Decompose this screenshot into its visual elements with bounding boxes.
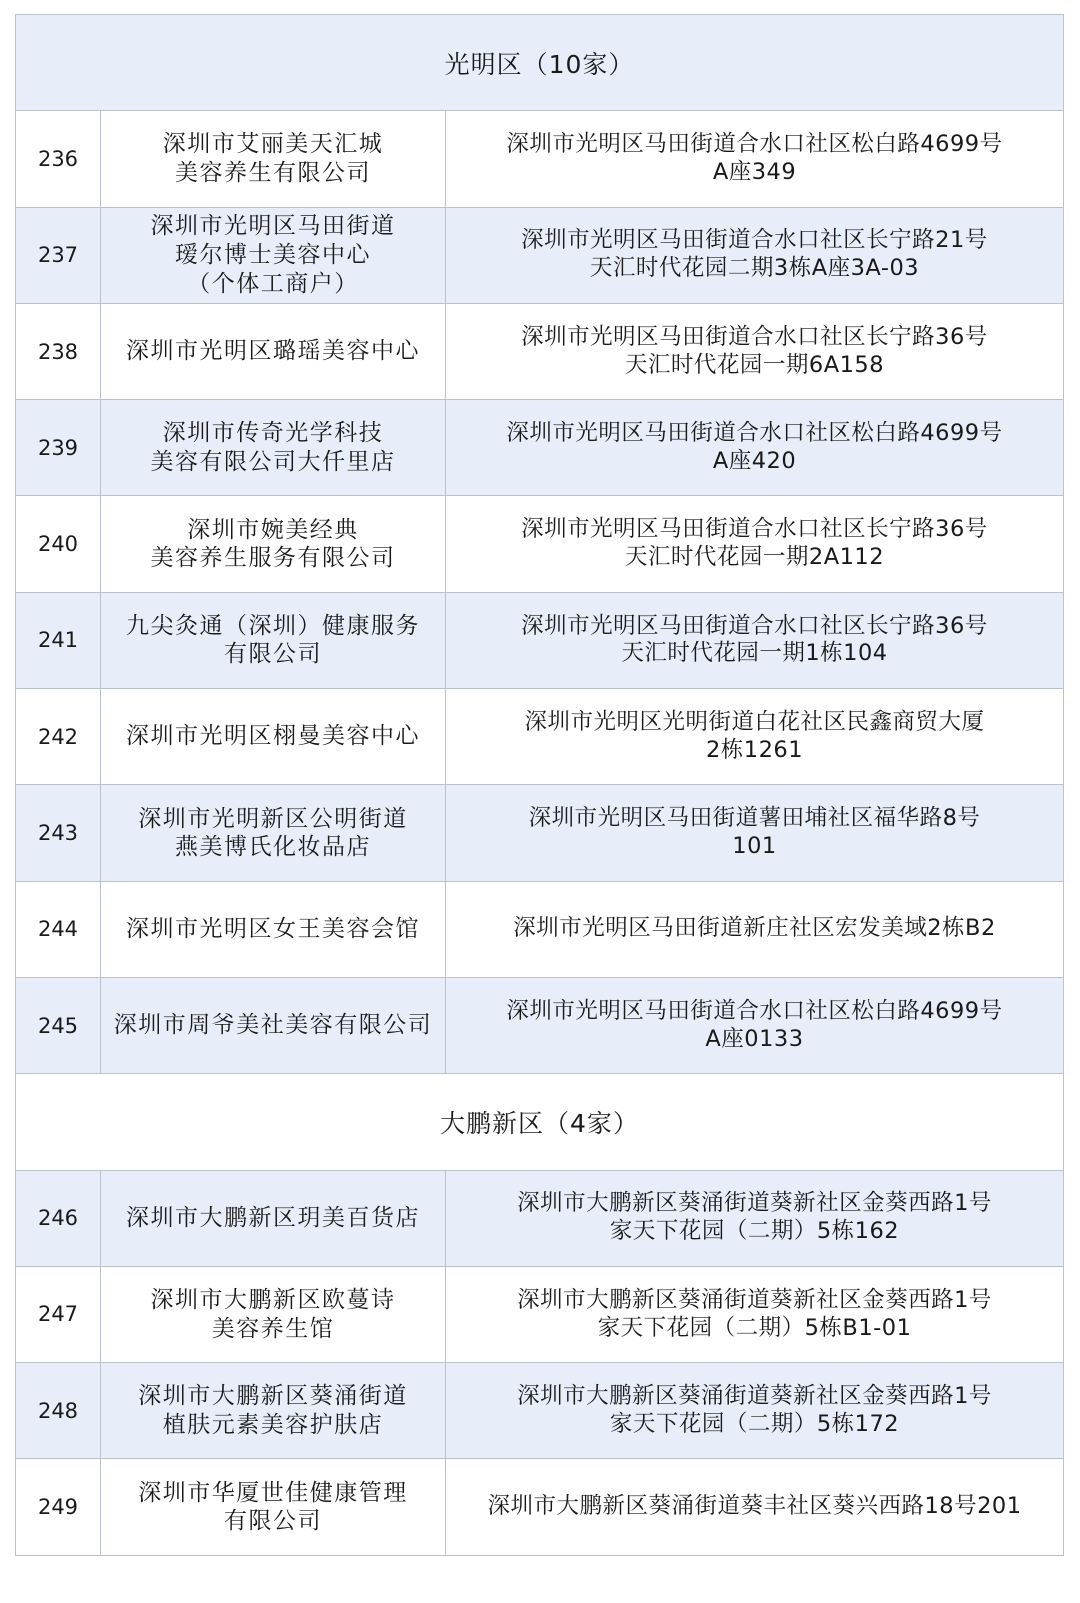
store-name: 深圳市大鹏新区玥美百货店 — [101, 1171, 446, 1266]
store-name: 深圳市艾丽美天汇城 美容养生有限公司 — [101, 111, 446, 206]
store-name: 深圳市光明区璐瑶美容中心 — [101, 304, 446, 399]
row-number: 243 — [16, 785, 101, 880]
row-number: 236 — [16, 111, 101, 206]
store-name: 深圳市周爷美社美容有限公司 — [101, 978, 446, 1073]
row-number: 240 — [16, 496, 101, 591]
store-address: 深圳市光明区马田街道合水口社区长宁路36号 天汇时代花园一期1栋104 — [521, 612, 988, 667]
store-name: 深圳市婉美经典 美容养生服务有限公司 — [101, 496, 446, 591]
table-row — [16, 400, 1064, 496]
store-address: 深圳市大鹏新区葵涌街道葵新社区金葵西路1号 家天下花园（二期）5栋B1-01 — [517, 1286, 992, 1341]
store-address: 深圳市光明区马田街道合水口社区长宁路36号 天汇时代花园一期6A158 — [521, 323, 988, 378]
store-address: 深圳市光明区马田街道合水口社区长宁路21号 天汇时代花园二期3栋A座3A-03 — [521, 227, 988, 282]
store-address: 深圳市光明区马田街道合水口社区长宁路36号 天汇时代花园一期2A112 — [521, 516, 988, 571]
store-address: 深圳市光明区马田街道合水口社区松白路4699号 A座349 — [506, 131, 1003, 185]
store-address: 深圳市光明区马田街道合水口社区松白路4699号 A座420 — [506, 419, 1003, 474]
row-number: 248 — [16, 1363, 101, 1458]
store-name: 深圳市光明新区公明街道 燕美博氏化妆品店 — [101, 785, 446, 880]
table-row — [16, 785, 1064, 881]
row-number: 249 — [16, 1459, 101, 1554]
row-number: 242 — [16, 689, 101, 784]
row-number: 246 — [16, 1171, 101, 1266]
row-number: 239 — [16, 400, 101, 495]
store-address: 深圳市光明区马田街道新庄社区宏发美域2栋B2 — [513, 915, 996, 942]
store-name: 深圳市光明区女王美容会馆 — [101, 882, 446, 977]
row-number: 238 — [16, 304, 101, 399]
store-address: 深圳市光明区光明街道白花社区民鑫商贸大厦 2栋1261 — [524, 708, 985, 763]
table-row — [16, 1171, 1064, 1267]
store-name: 深圳市传奇光学科技 美容有限公司大仟里店 — [101, 400, 446, 495]
table-row — [16, 208, 1064, 304]
table-row — [16, 978, 1064, 1074]
table-row — [16, 1267, 1064, 1363]
table-row — [16, 304, 1064, 400]
row-number: 245 — [16, 978, 101, 1073]
row-number: 237 — [16, 208, 101, 303]
section-header-guangming: 光明区（10家） — [16, 15, 1064, 111]
store-address: 深圳市大鹏新区葵涌街道葵丰社区葵兴西路18号201 — [487, 1493, 1022, 1520]
store-name: 深圳市大鹏新区欧蔓诗 美容养生馆 — [101, 1267, 446, 1362]
store-name: 九尖灸通（深圳）健康服务 有限公司 — [101, 593, 446, 688]
row-number: 244 — [16, 882, 101, 977]
table-row — [16, 1363, 1064, 1459]
store-address: 深圳市大鹏新区葵涌街道葵新社区金葵西路1号 家天下花园（二期）5栋162 — [517, 1190, 992, 1245]
store-name: 深圳市光明区栩曼美容中心 — [101, 689, 446, 784]
table-row — [16, 882, 1064, 978]
row-number: 241 — [16, 593, 101, 688]
store-address: 深圳市光明区马田街道薯田埔社区福华路8号 101 — [528, 805, 981, 860]
store-name: 深圳市光明区马田街道 瑷尔博士美容中心 （个体工商户） — [101, 208, 446, 303]
table-row — [16, 689, 1064, 785]
table-row — [16, 496, 1064, 592]
store-list-table — [15, 14, 1064, 1556]
row-number: 247 — [16, 1267, 101, 1362]
table-row — [16, 1459, 1064, 1555]
store-address: 深圳市光明区马田街道合水口社区松白路4699号 A座0133 — [506, 997, 1003, 1052]
table-row — [16, 593, 1064, 689]
store-name: 深圳市华厦世佳健康管理 有限公司 — [101, 1459, 446, 1554]
store-name: 深圳市大鹏新区葵涌街道 植肤元素美容护肤店 — [101, 1363, 446, 1458]
table-row — [16, 111, 1064, 207]
section-header-dapeng: 大鹏新区（4家） — [16, 1074, 1064, 1170]
store-address: 深圳市大鹏新区葵涌街道葵新社区金葵西路1号 家天下花园（二期）5栋172 — [517, 1382, 992, 1437]
